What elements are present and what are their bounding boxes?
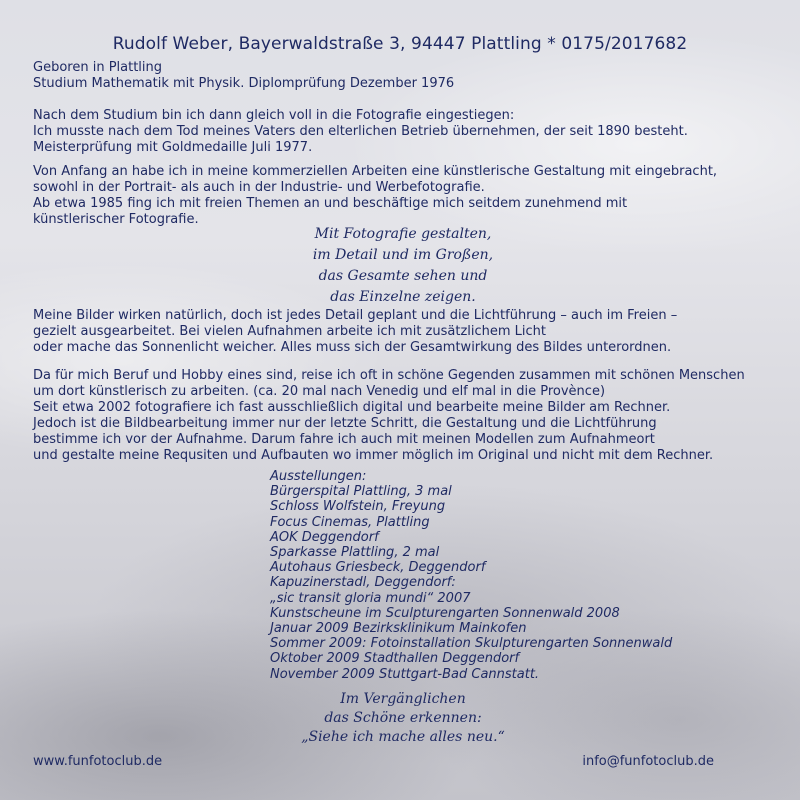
approach-paragraph (33, 308, 773, 356)
exhibition-item: „sic transit gloria mundi“ 2007 (270, 590, 471, 606)
verse-line: im Detail und im Großen, (312, 247, 494, 263)
text-line: künstlerischer Fotografie. (33, 212, 199, 227)
text-line: sowohl in der Portrait- als auch in der Industrie- und Werbefotografie. (33, 180, 485, 195)
exhibition-item: Januar 2009 Bezirksklinikum Mainkofen (270, 621, 527, 637)
text-line: Meine Bilder wirken natürlich, doch ist jedes Detail geplant und die Lichtführung – auch im Freien – (33, 308, 678, 323)
contact-header: Rudolf Weber, Bayerwaldstraße 3, 94447 Plattling * 0175/2017682 (112, 34, 688, 54)
closing-verse (33, 690, 773, 747)
exhibition-item: Focus Cinemas, Plattling (270, 514, 430, 530)
text-line: Seit etwa 2002 fotografiere ich fast ausschließlich digital und bearbeite meine Bilder am Rechner. (33, 400, 671, 415)
exhibition-item: Kunstscheune im Sculpturengarten Sonnenwald 2008 (270, 605, 620, 621)
travel-paragraph (33, 368, 773, 464)
career-paragraph (33, 108, 773, 156)
text-line: Da für mich Beruf und Hobby eines sind, reise ich oft in schöne Gegenden zusammen mit schönen Menschen (33, 368, 745, 383)
text-line: um dort künstlerisch zu arbeiten. (ca. 20 mal nach Venedig und elf mal in die Provènce) (33, 384, 606, 399)
website-link[interactable]: www.funfotoclub.de (33, 754, 163, 769)
verse-line: Im Vergänglichen (340, 691, 466, 707)
exhibition-item: Bürgerspital Plattling, 3 mal (270, 484, 452, 500)
text-line: Nach dem Studium bin ich dann gleich voll in die Fotografie eingestiegen: (33, 108, 515, 123)
email-link[interactable]: info@funfotoclub.de (582, 754, 714, 769)
exhibition-item: Oktober 2009 Stadthallen Deggendorf (270, 651, 520, 667)
text-line: oder mache das Sonnenlicht weicher. Alles muss sich der Gesamtwirkung des Bildes unterordnen. (33, 340, 672, 355)
text-line: Jedoch ist die Bildbearbeitung immer nur der letzte Schritt, die Gestaltung und die Lichtführung (33, 416, 657, 431)
text-line: Ab etwa 1985 fing ich mit freien Themen an und beschäftige mich seitdem zunehmend mit (33, 196, 628, 211)
exhibition-item: Autohaus Griesbeck, Deggendorf (270, 560, 486, 576)
text-line: Geboren in Plattling (33, 60, 163, 75)
text-line: gezielt ausgearbeitet. Bei vielen Aufnahmen arbeite ich mit zusätzlichem Licht (33, 324, 547, 339)
text-line: Ich musste nach dem Tod meines Vaters den elterlichen Betrieb übernehmen, der seit 1890 besteht. (33, 124, 688, 139)
exhibitions-heading: Ausstellungen: (270, 469, 367, 484)
exhibition-item: November 2009 Stuttgart-Bad Cannstatt. (270, 666, 540, 682)
text-line: Meisterprüfung mit Goldmedaille Juli 1977. (33, 140, 313, 155)
exhibition-item: Sommer 2009: Fotoinstallation Skulpturengarten Sonnenwald (270, 636, 673, 652)
verse-line: das Gesamte sehen und (318, 268, 488, 284)
exhibition-item: Schloss Wolfstein, Freyung (270, 499, 446, 515)
verse-line: das Einzelne zeigen. (330, 289, 476, 305)
text-line: Von Anfang an habe ich in meine kommerziellen Arbeiten eine künstlerische Gestaltung mit eingebracht, (33, 164, 718, 179)
verse-line: „Siehe ich mache alles neu.“ (301, 729, 505, 745)
verse-line: Mit Fotografie gestalten, (314, 226, 492, 242)
intro-paragraph (33, 60, 773, 92)
verse-line: das Schöne erkennen: (324, 710, 482, 726)
text-line: Studium Mathematik mit Physik. Diplomprüfung Dezember 1976 (33, 76, 455, 91)
text-line: bestimme ich vor der Aufnahme. Darum fahre ich auch mit meinen Modellen zum Aufnahmeort (33, 432, 655, 447)
exhibition-item: AOK Deggendorf (270, 529, 379, 545)
exhibition-item: Kapuzinerstadl, Deggendorf: (270, 575, 456, 591)
text-line: und gestalte meine Requsiten und Aufbauten wo immer möglich im Original und nicht mit dem Rechner. (33, 448, 714, 463)
exhibitions-list (270, 469, 672, 682)
motto-verse (33, 224, 773, 308)
artistic-paragraph (33, 164, 773, 305)
exhibition-item: Sparkasse Plattling, 2 mal (270, 545, 440, 561)
